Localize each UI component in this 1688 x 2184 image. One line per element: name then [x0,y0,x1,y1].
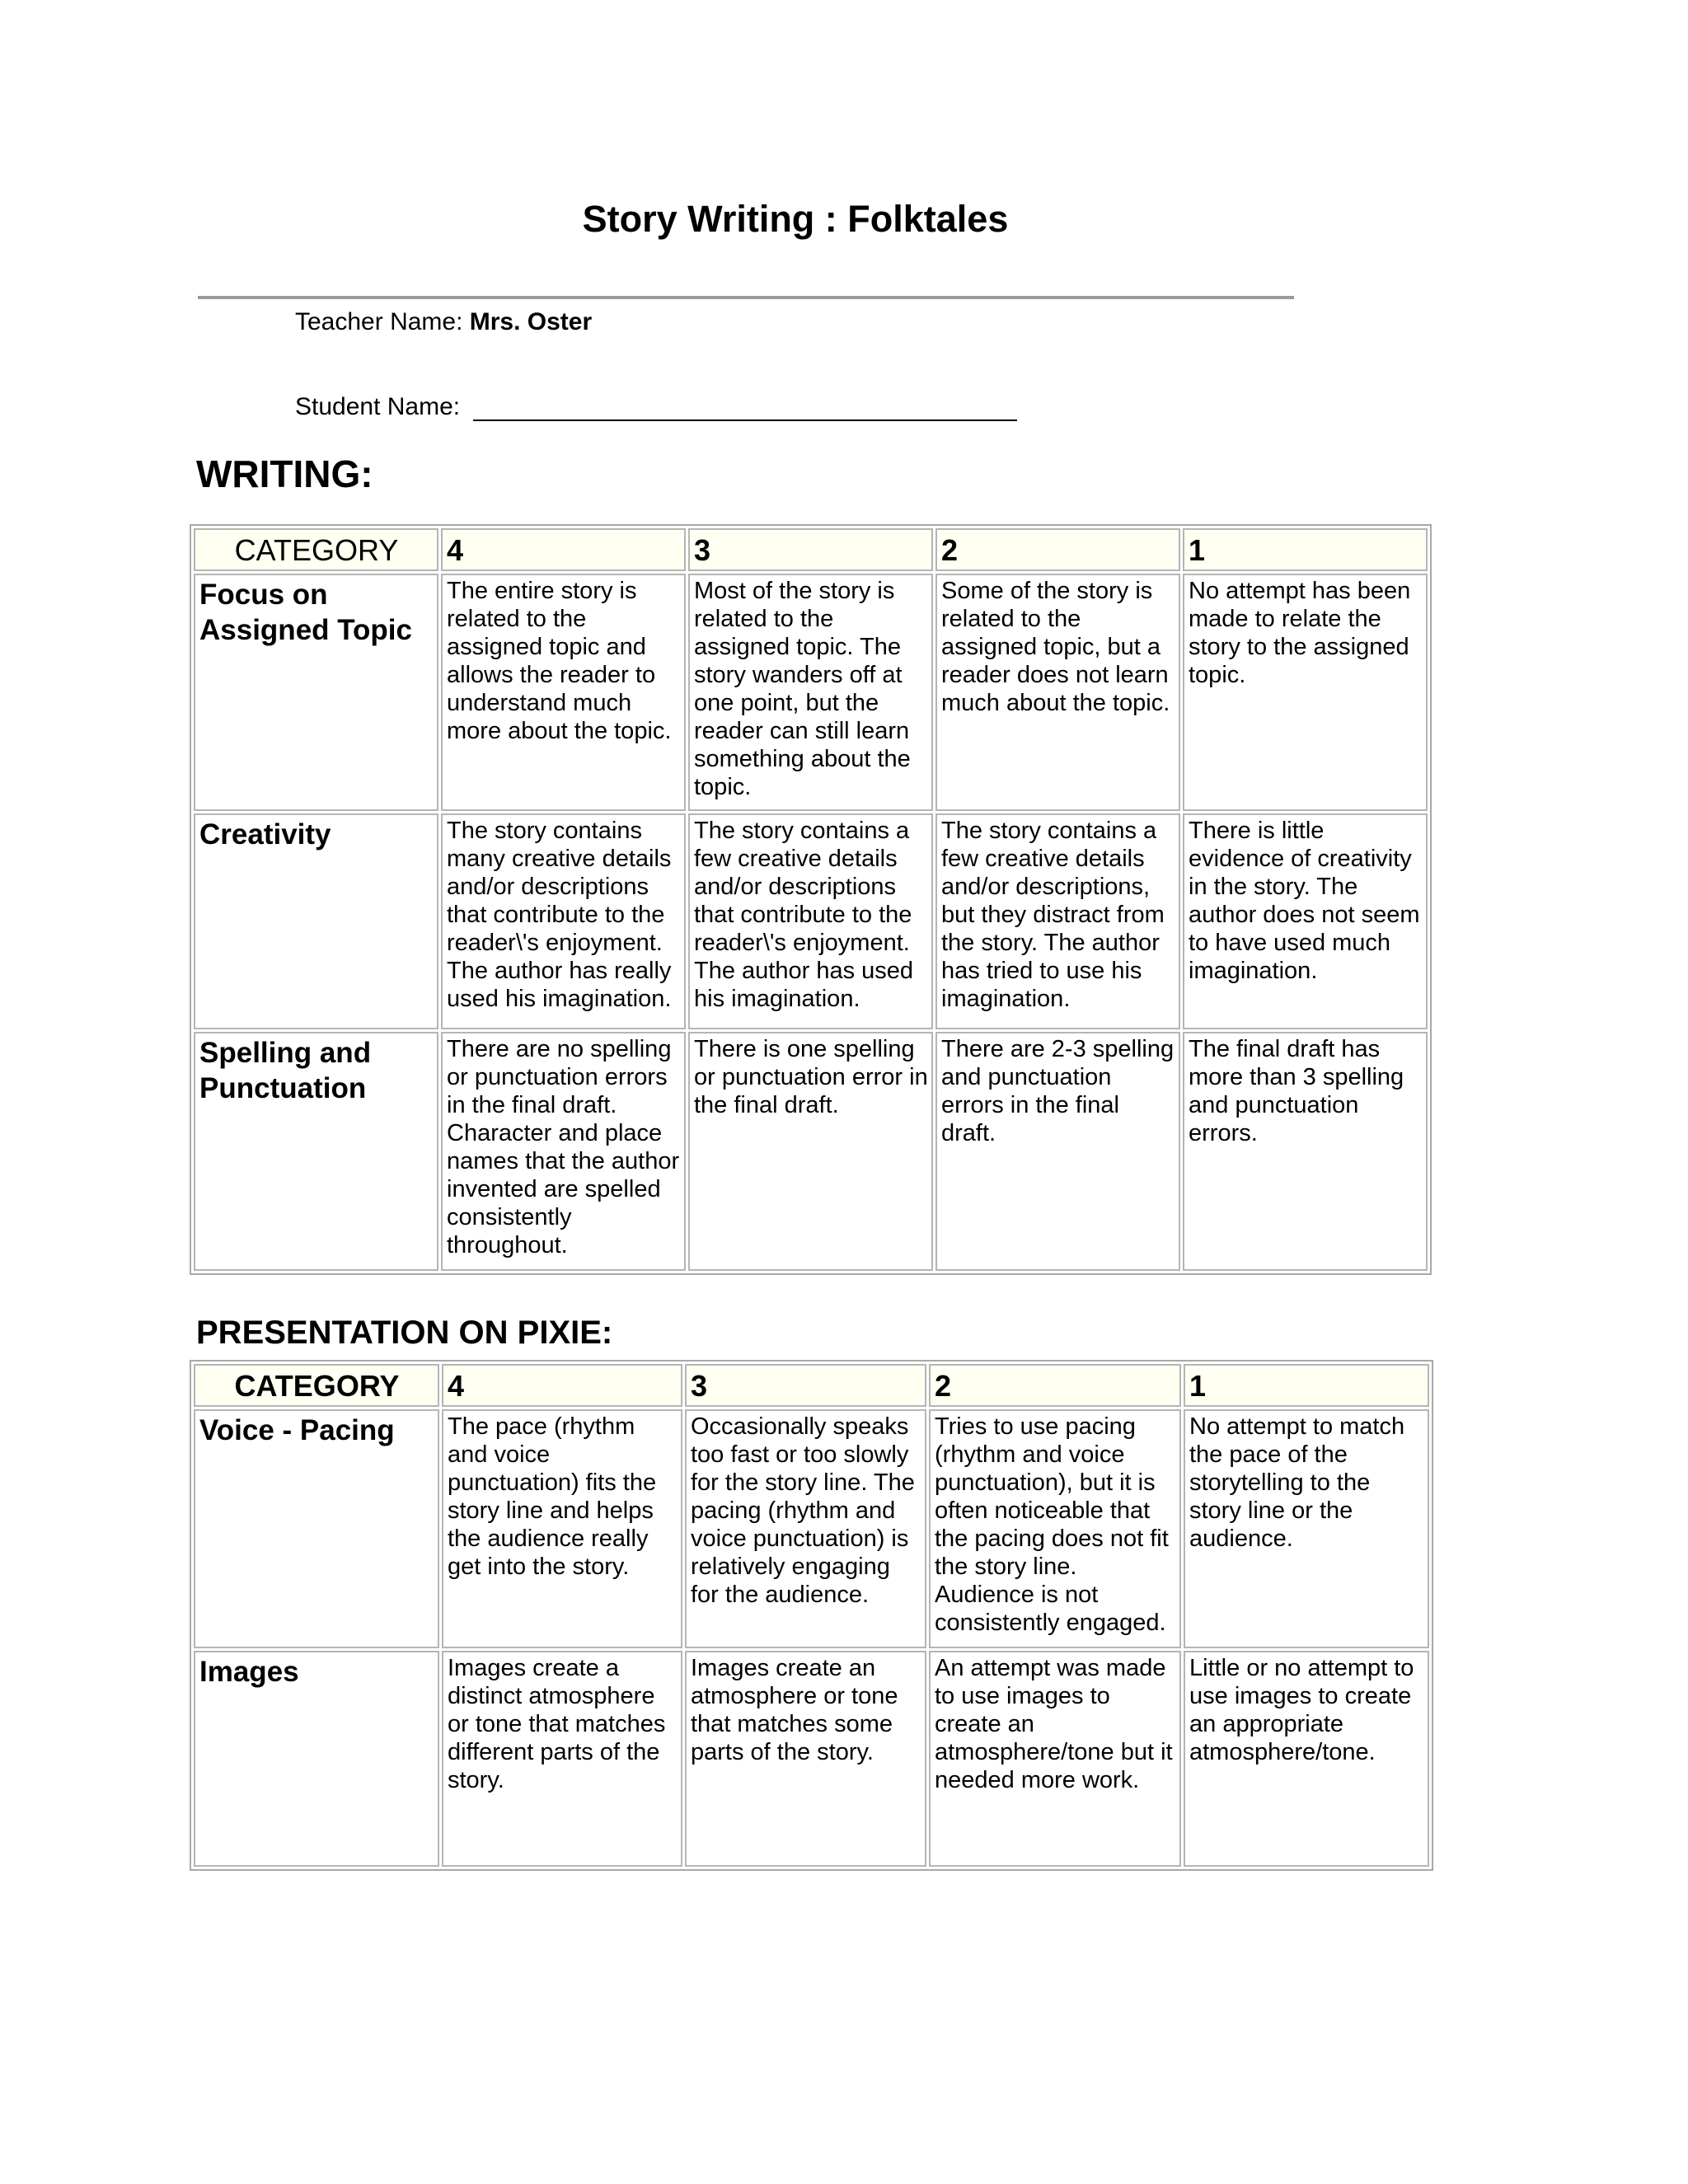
header-category: CATEGORY [194,1364,439,1407]
score-1-cell: There is little evidence of creativity in the story. The author does not seem to have used much imagination. [1183,813,1428,1029]
score-2-cell: An attempt was made to use images to create an atmosphere/tone but it needed more work. [929,1651,1181,1867]
score-1-cell: Little or no attempt to use images to create an appropriate atmosphere/tone. [1184,1651,1429,1867]
table-row [194,1409,1429,1648]
teacher-name-value: Mrs. Oster [469,308,593,335]
presentation-heading: PRESENTATION ON PIXIE: [196,1315,613,1351]
score-3-cell: Images create an atmosphere or tone that matches some parts of the story. [685,1651,926,1867]
teacher-name-label: Teacher Name: [295,308,470,335]
student-name-label: Student Name: [295,393,467,420]
header-score-2: 2 [935,528,1180,571]
score-2-cell: Some of the story is related to the assigned topic, but a reader does not learn much about the topic. [935,574,1180,811]
table-row [194,1651,1429,1867]
table-header-row [194,528,1428,571]
header-score-3: 3 [688,528,933,571]
row-category: Voice - Pacing [194,1409,439,1648]
table-header-row [194,1364,1429,1407]
score-4-cell: The entire story is related to the assigned topic and allows the reader to understand much more about the topic. [441,574,686,811]
header-category: CATEGORY [194,528,438,571]
score-3-cell: There is one spelling or punctuation error in the final draft. [688,1032,933,1271]
score-1-cell: No attempt to match the pace of the storytelling to the story line or the audience. [1184,1409,1429,1648]
page-title: Story Writing : Folktales [582,198,1009,240]
writing-rubric-table [190,524,1432,1275]
header-score-1: 1 [1184,1364,1429,1407]
header-score-4: 4 [441,528,686,571]
score-2-cell: The story contains a few creative details and/or descriptions, but they distract from the story. The author has tried to use his imagination. [935,813,1180,1029]
row-category: Images [194,1651,439,1867]
score-3-cell: Most of the story is related to the assigned topic. The story wanders off at one point, but the reader can still learn something about the topic. [688,574,933,811]
row-category: Spelling and Punctuation [194,1032,438,1271]
table-row [194,1032,1428,1271]
table-row [194,813,1428,1029]
teacher-name-line [295,308,592,336]
student-name-blank[interactable] [473,395,1017,421]
score-3-cell: Occasionally speaks too fast or too slowly for the story line. The pacing (rhythm and voice punctuation) is relatively engaging for the audience. [685,1409,926,1648]
score-3-cell: The story contains a few creative details and/or descriptions that contribute to the reader\'s enjoyment. The author has used his imagination. [688,813,933,1029]
header-score-4: 4 [442,1364,682,1407]
score-4-cell: Images create a distinct atmosphere or tone that matches different parts of the story. [442,1651,682,1867]
header-score-1: 1 [1183,528,1428,571]
title-divider [198,296,1294,299]
score-2-cell: There are 2-3 spelling and punctuation errors in the final draft. [935,1032,1180,1271]
presentation-rubric-table [190,1360,1433,1871]
score-1-cell: No attempt has been made to relate the story to the assigned topic. [1183,574,1428,811]
writing-heading: WRITING: [196,452,373,495]
row-category: Focus on Assigned Topic [194,574,438,811]
student-name-line [295,393,1017,421]
header-score-3: 3 [685,1364,926,1407]
table-row [194,574,1428,811]
score-4-cell: The story contains many creative details and/or descriptions that contribute to the reader\'s enjoyment. The author has really used his imagination. [441,813,686,1029]
score-4-cell: There are no spelling or punctuation errors in the final draft. Character and place names that the author invented are spelled consistently throughout. [441,1032,686,1271]
score-2-cell: Tries to use pacing (rhythm and voice punctuation), but it is often noticeable that the pacing does not fit the story line. Audience is not consistently engaged. [929,1409,1181,1648]
score-4-cell: The pace (rhythm and voice punctuation) fits the story line and helps the audience really get into the story. [442,1409,682,1648]
header-score-2: 2 [929,1364,1181,1407]
score-1-cell: The final draft has more than 3 spelling and punctuation errors. [1183,1032,1428,1271]
row-category: Creativity [194,813,438,1029]
